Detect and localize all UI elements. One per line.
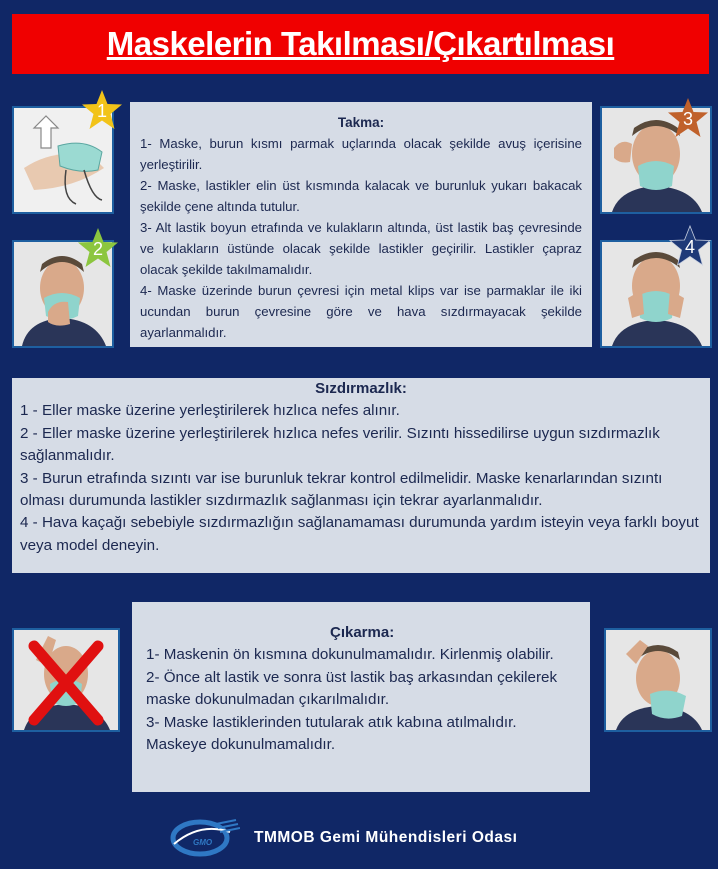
step-2-badge-number: 2 [92, 238, 103, 259]
gmo-logo [160, 818, 240, 858]
cikarma-item-2: 2- Önce alt lastik ve sonra üst lastik baş arkasından çekilerek maske dokunulmadan çıkarılmalıdır. [146, 668, 558, 709]
takma-step-2: 2- Maske, lastikler elin üst kısmında kalacak ve burunluk yukarı bakacak şekilde çene altında tutulur. [140, 178, 582, 214]
page-title: Maskelerin Takılması/Çıkartılması [106, 25, 615, 62]
step-1-badge-number: 1 [96, 100, 107, 121]
step-3-badge-number: 3 [682, 108, 693, 129]
step-1-star-badge [80, 88, 124, 132]
cikarma-item-1: 1- Maskenin ön kısmına dokunulmamalıdır. Kirlenmiş olabilir. [146, 646, 554, 664]
cikarma-panel [132, 602, 590, 792]
photo-correct-removal [604, 628, 712, 732]
title-bar [12, 14, 709, 74]
step-2-star-badge [76, 226, 120, 270]
cikarma-heading: Çıkarma: [330, 624, 395, 641]
takma-step-1: 1- Maske, burun kısmı parmak uçlarında olacak şekilde avuş içerisine yerleştirilir. [140, 136, 582, 172]
sizdirmazlik-item-2: 2 - Eller maske üzerine yerleştirilerek hızlıca nefes verilir. Sızıntı hissedilirse uygun sızdırmazlık sağlanmalıdır. [20, 424, 660, 465]
photo-wrong-removal [12, 628, 120, 732]
takma-heading: Takma: [337, 115, 385, 130]
gmo-logo-text: GMO [193, 838, 213, 847]
step-4-star-badge [668, 224, 712, 268]
organization-name: TMMOB Gemi Mühendisleri Odası [254, 829, 518, 846]
takma-step-4: 4- Maske üzerinde burun çevresi için metal klips var ise parmaklar ile iki ucundan burun çevresine göre ve hava sızdırmayacak şekilde ayarlanmalıdır. [140, 283, 582, 340]
sizdirmazlik-panel [12, 378, 710, 573]
sizdirmazlik-item-3: 3 - Burun etrafında sızıntı var ise burunluk tekrar kontrol edilmelidir. Maske kenarlarından sızıntı olması durumunda lastikler sızdırmazlık sağlanması için tekrar ayarlanmalıdır. [20, 469, 663, 510]
step-3-star-badge [666, 96, 710, 140]
takma-panel [130, 102, 592, 347]
sizdirmazlik-item-4: 4 - Hava kaçağı sebebiyle sızdırmazlığın sağlanamaması durumunda yardım isteyin veya farklı boyut veya model deneyin. [20, 514, 699, 554]
sizdirmazlik-item-1: 1 - Eller maske üzerine yerleştirilerek hızlıca nefes alınır. [20, 402, 400, 420]
step-4-badge-number: 4 [684, 236, 695, 257]
sizdirmazlik-heading: Sızdırmazlık: [315, 380, 407, 397]
footer [160, 818, 580, 858]
cikarma-item-3: 3- Maske lastiklerinden tutularak atık kabına atılmalıdır. Maskeye dokunulmamalıdır. [146, 713, 517, 754]
takma-step-3: 3- Alt lastik boyun etrafında ve kulakların altında, üst lastik baş çevresinde ve kulakların üstünde olacak şekilde lastikler geçirilir. Lastikler çapraz olacak şekilde takılmamalıdır. [140, 220, 582, 277]
